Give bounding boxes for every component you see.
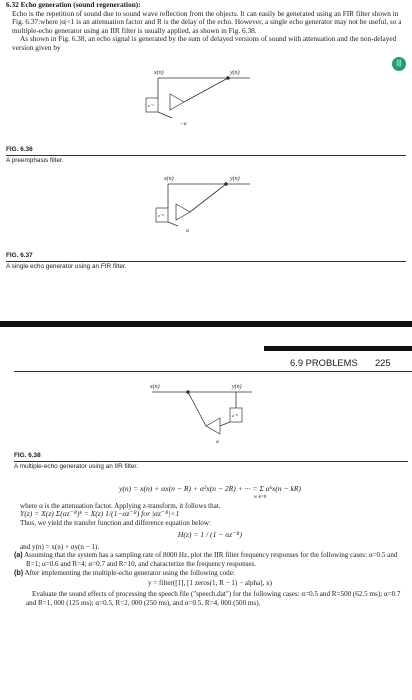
- fig-6-36-label: FIG. 6.36: [6, 146, 33, 153]
- question-a-tag: (a): [14, 551, 23, 560]
- thus-line: Thus, we yield the transfer function and difference equation below:: [20, 519, 211, 528]
- fig-6-36-input-label: x(n): [154, 70, 164, 76]
- z-transform-line: Y(z) = X(z) Σ(αz⁻ᴿ)ᵏ = X(z) 1/(1−αz⁻ᴿ) for |αz⁻ᴿ|<1: [20, 509, 180, 519]
- fig-6-38-output-label: y(n): [232, 384, 242, 390]
- fig-6-37-diagram: [120, 170, 310, 250]
- fig-6-36-output-label: y(n): [230, 70, 240, 76]
- header-rule: [14, 371, 412, 372]
- problem-heading: 6.32 Echo generation (sound regeneration):: [6, 0, 141, 9]
- equation-main: y(n) = x(n) + αx(n − R) + α²x(n − 2R) + ··· = Σ αᵏx(n − kR): [118, 484, 302, 493]
- page-number: 225: [374, 357, 391, 368]
- problem-continuation: [12, 485, 408, 607]
- fig-6-36-diagram: [110, 64, 300, 144]
- fig-6-38-gain-triangle: [206, 418, 220, 434]
- question-b-text: After implementing the multiple-echo generator using the following code:: [24, 568, 235, 577]
- fig-6-38-gain-label: α: [216, 439, 219, 445]
- fig-6-36-caption: A preemphasis filter.: [6, 157, 64, 164]
- equation-sum-limits: [12, 495, 408, 500]
- fig-6-36-gain-label: −α: [180, 121, 187, 127]
- fig-6-38-diagram: [120, 378, 310, 450]
- fig-6-38-delay-label: z⁻ᴿ: [232, 413, 239, 418]
- problem-text-block: [6, 1, 402, 53]
- section-title: 6.9 PROBLEMS: [290, 357, 358, 368]
- fig-6-37-rule: [6, 261, 406, 262]
- fig-6-37-delay-label: z⁻ᴿ: [158, 213, 165, 218]
- running-header: [290, 357, 391, 368]
- fig-6-36-rule: [6, 155, 406, 156]
- problem-paragraph-1: Echo is the repetition of sound due to sound wave reflection from the objects. It can easily be generated using an FIR filter shown in Fig. 6.37:where |α|<1 is an attenuation factor and R is the delay of the echo. However, a single echo generator may not be useful, so a multiple-echo generator using an IIR filter is usually applied, as shown in Fig. 6.38.: [12, 8, 402, 35]
- fig-6-36-delay-label: z⁻¹: [148, 103, 154, 108]
- evaluate-text: Evaluate the sound effects of processing the speech file ("speech.dat") for the following cases: α=0.5 and R=500 (62.5 ms); α=0.7 and R=1, 000 (125 ms); α=0.5, R=2, 000 (250 ms), and α=0.5, R=4, 000 (500 ms).: [26, 590, 401, 607]
- fig-6-38-caption: A multiple-echo generator using an IIR filter.: [14, 463, 138, 470]
- fig-6-38-rule: [14, 461, 408, 462]
- code-line: y = filter([1], [1 zeros(1, R − 1) − alpha], x): [147, 579, 273, 588]
- header-accent-bar: [264, 346, 412, 351]
- fig-6-36-gain-triangle: [170, 94, 184, 110]
- question-b: [12, 569, 408, 578]
- fig-6-37-output-label: y(n): [230, 176, 240, 182]
- difference-equation: and y(n) = x(n) + αy(n − 1).: [20, 542, 100, 551]
- fig-6-38-input-label: x(n): [150, 384, 160, 390]
- fig-6-37-gain-triangle: [176, 204, 190, 220]
- menu-icon[interactable]: |||: [392, 57, 406, 71]
- sum-upper-limit: ∞: [253, 494, 258, 500]
- fig-6-38-label: FIG. 6.38: [14, 452, 41, 459]
- question-a-text: Assuming that the system has a sampling rate of 8000 Hz, plot the IIR filter frequency responses for the following cases: α=0.5 and R=1; α=0.6 and R=4; α=0.7 and R=10, and characterize the frequency responses.: [24, 551, 398, 568]
- transfer-function: H(z) = 1 / (1 − αz⁻ᴿ): [177, 529, 243, 539]
- question-a: [12, 551, 408, 568]
- page-break-bar: [0, 321, 412, 327]
- fig-6-37-label: FIG. 6.37: [6, 252, 33, 259]
- fig-6-37-input-label: x(n): [164, 176, 174, 182]
- fig-6-37-gain-label: α: [186, 228, 189, 234]
- where-line: where α is the attenuation factor. Applying z-transform, it follows that.: [20, 501, 221, 510]
- fig-6-37-caption: A single echo generator using an FIR filter.: [6, 263, 127, 270]
- problem-paragraph-2: As shown in Fig. 6.38, an echo signal is generated by the sum of delayed versions of sound with attenuation and the non-delayed version given by: [12, 34, 397, 52]
- question-b-tag: (b): [14, 568, 24, 577]
- sum-lower-limit: k=0: [258, 494, 267, 500]
